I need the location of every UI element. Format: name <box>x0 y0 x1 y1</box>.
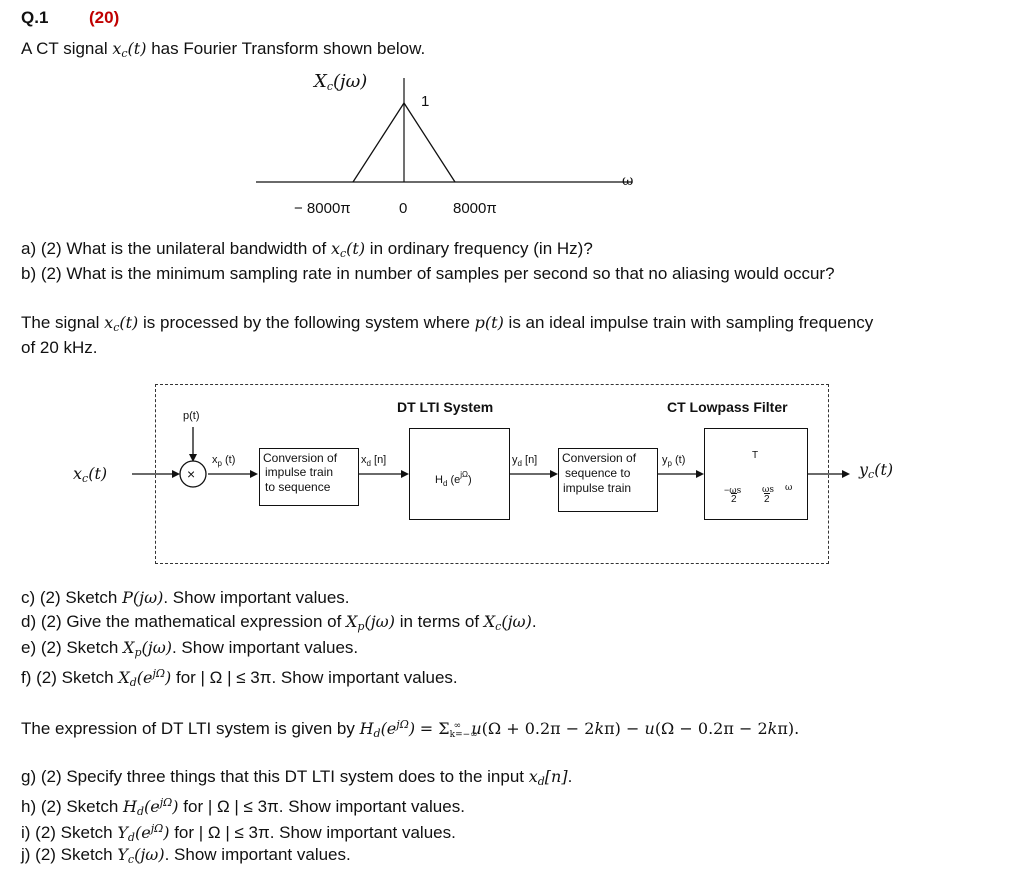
lpf-omega: ω <box>785 483 793 493</box>
hd-label: $H_d$ $(e^{j\Omega})$ <box>435 470 472 488</box>
xp-label: $x_p$ (t) <box>212 454 236 468</box>
intro-line: A CT signal $x_c(t)$ has Fourier Transform shown below. <box>21 39 426 60</box>
ft-tick-pos: 8000π <box>453 200 497 217</box>
ft-peak-label: 1 <box>421 93 430 110</box>
question-h: h) (2) Sketch $H_d(e^{j\Omega})$ for | Ω | ≤ 3π. Show important values. <box>21 796 465 818</box>
yd-label: $y_d$ [n] <box>512 454 538 468</box>
lpf-pos-two: 2 <box>764 494 770 505</box>
conversion-to-impulse-block: Conversion of sequence to impulse train <box>558 448 658 512</box>
question-g: g) (2) Specify three things that this DT LTI system does to the input $x_d[n]$. <box>21 767 573 788</box>
system-intro-line2: of 20 kHz. <box>21 338 98 357</box>
ft-tick-neg: − 8000π <box>294 200 351 217</box>
lpf-gain-label: T <box>752 450 759 461</box>
system-intro-line1: The signal $x_c(t)$ is processed by the following system where p(t) is an ideal impulse train with sampling frequency <box>21 313 874 334</box>
dt-system-title: DT LTI System <box>397 399 494 415</box>
multiply-symbol: × <box>187 466 196 482</box>
question-points: (20) <box>89 8 120 27</box>
conversion-to-sequence-block: Conversion of impulse train to sequence <box>259 448 359 506</box>
dt-lti-block <box>409 428 510 520</box>
question-j: j) (2) Sketch $Y_c(j\omega)$. Show important values. <box>21 845 351 866</box>
ct-lowpass-block <box>704 428 808 520</box>
lpf-neg-two: 2 <box>731 494 737 505</box>
input-signal-label: $x_c(t)$ <box>73 464 108 485</box>
question-b: b) (2) What is the minimum sampling rate in number of samples per second so that no aliasing would occur? <box>21 264 835 283</box>
question-f: f) (2) Sketch $X_d(e^{j\Omega})$ for | Ω | ≤ 3π. Show important values. <box>21 667 458 689</box>
ft-tick-zero: 0 <box>399 200 408 217</box>
ct-lpf-title: CT Lowpass Filter <box>667 399 788 415</box>
question-i: i) (2) Sketch $Y_d(e^{j\Omega})$ for | Ω | ≤ 3π. Show important values. <box>21 822 456 844</box>
yp-label: $y_p$ (t) <box>662 454 686 468</box>
question-number: Q.1 <box>21 8 49 27</box>
question-d: d) (2) Give the mathematical expression of $X_p(j\omega)$ in terms of $X_c(j\omega)$. <box>21 612 537 633</box>
question-c: c) (2) Sketch P(jω). Show important values. <box>21 588 350 607</box>
pt-label: p(t) <box>183 410 200 422</box>
dt-expression: The expression of DT LTI system is given by $H_d(e^{j\Omega}) = \Sigma_{k=-\infty}^\infty$ u(Ω + 0.2π − 2kπ) − u(Ω − 0.2π − 2kπ). <box>21 718 800 740</box>
ft-xlabel: ω <box>622 173 634 189</box>
output-signal-label: $y_c(t)$ <box>859 460 894 481</box>
xd-label: $x_d$ [n] <box>361 454 387 468</box>
ft-ylabel: $X_c(j\omega)$ <box>314 71 368 93</box>
question-a: a) (2) What is the unilateral bandwidth of $x_c(t)$ in ordinary frequency (in Hz)? <box>21 239 593 260</box>
question-e: e) (2) Sketch $X_p(j\omega)$. Show important values. <box>21 638 359 659</box>
lpf-pos-ws: ωs <box>762 485 774 495</box>
lpf-neg-ws: −ωs <box>724 485 742 496</box>
